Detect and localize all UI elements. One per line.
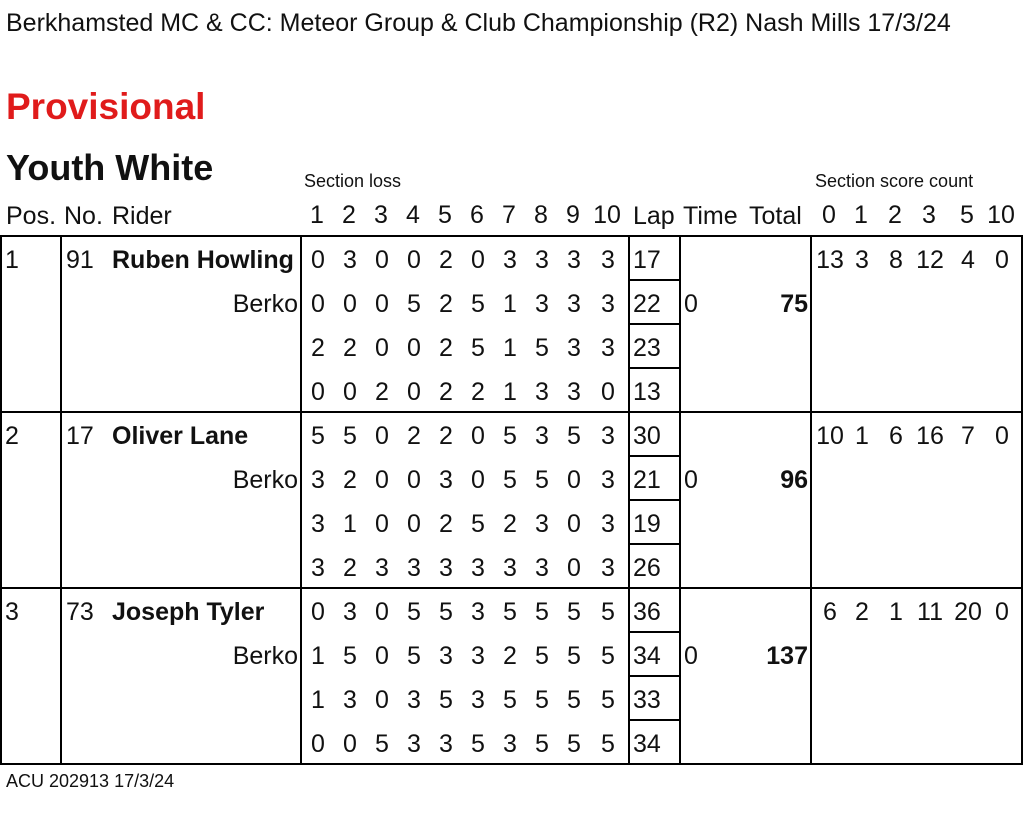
section-score: 2 <box>311 334 325 362</box>
section-score: 2 <box>439 246 453 274</box>
section-loss-heading: Section loss <box>304 171 402 191</box>
section-score: 0 <box>375 466 389 494</box>
section-score: 5 <box>407 642 421 670</box>
section-score: 2 <box>439 510 453 538</box>
section-number-header: 1 <box>310 201 324 229</box>
score-count: 6 <box>889 422 903 450</box>
lap-row-rule <box>628 543 681 545</box>
section-score: 0 <box>471 422 485 450</box>
section-score: 0 <box>375 686 389 714</box>
section-score: 2 <box>503 510 517 538</box>
section-score: 3 <box>535 378 549 406</box>
section-score: 2 <box>503 642 517 670</box>
section-score: 5 <box>535 642 549 670</box>
section-score: 5 <box>601 642 615 670</box>
section-score: 5 <box>535 466 549 494</box>
section-score: 2 <box>407 422 421 450</box>
section-score: 2 <box>343 554 357 582</box>
section-score: 3 <box>601 422 615 450</box>
section-score: 0 <box>471 246 485 274</box>
lap-total: 34 <box>633 730 661 758</box>
section-score: 2 <box>343 334 357 362</box>
section-score: 3 <box>343 686 357 714</box>
section-score: 3 <box>535 554 549 582</box>
score-count: 16 <box>916 422 944 450</box>
section-score: 2 <box>439 378 453 406</box>
section-score: 0 <box>311 246 325 274</box>
rider-position: 2 <box>5 422 19 450</box>
section-score: 3 <box>471 554 485 582</box>
lap-column-header: Lap <box>633 202 675 230</box>
section-score: 5 <box>503 422 517 450</box>
section-score: 0 <box>601 378 615 406</box>
section-score: 5 <box>535 730 549 758</box>
lap-total: 19 <box>633 510 661 538</box>
section-score: 0 <box>407 466 421 494</box>
score-count: 6 <box>823 598 837 626</box>
section-score: 3 <box>601 510 615 538</box>
section-score: 0 <box>407 334 421 362</box>
score-count: 1 <box>889 598 903 626</box>
score-count: 4 <box>961 246 975 274</box>
score-count-header: 1 <box>854 201 868 229</box>
section-score: 2 <box>439 334 453 362</box>
score-count: 12 <box>916 246 944 274</box>
section-score: 2 <box>439 422 453 450</box>
time-column-header: Time <box>683 202 738 230</box>
rider-name: Oliver Lane <box>112 422 249 450</box>
rider-number: 17 <box>66 422 94 450</box>
section-number-header: 8 <box>534 201 548 229</box>
section-score: 5 <box>601 730 615 758</box>
section-score: 3 <box>407 686 421 714</box>
section-score: 3 <box>601 246 615 274</box>
lap-row-rule <box>628 455 681 457</box>
table-rule <box>0 235 1023 237</box>
column-divider <box>1021 236 1023 764</box>
lap-row-rule <box>628 367 681 369</box>
rider-club: Berko <box>232 290 298 318</box>
lap-total: 21 <box>633 466 661 494</box>
section-score: 3 <box>601 290 615 318</box>
section-score: 1 <box>503 334 517 362</box>
section-score: 3 <box>601 554 615 582</box>
score-count: 7 <box>961 422 975 450</box>
rider-number: 73 <box>66 598 94 626</box>
section-score: 0 <box>343 378 357 406</box>
section-score: 0 <box>567 554 581 582</box>
section-score: 0 <box>311 378 325 406</box>
section-score: 0 <box>407 246 421 274</box>
column-divider <box>0 236 2 764</box>
section-score: 0 <box>343 730 357 758</box>
rider-time: 0 <box>684 290 698 318</box>
section-score: 3 <box>311 466 325 494</box>
section-score: 3 <box>471 642 485 670</box>
section-score: 3 <box>503 246 517 274</box>
section-number-header: 7 <box>502 201 516 229</box>
section-score: 5 <box>601 598 615 626</box>
section-number-header: 4 <box>406 201 420 229</box>
score-count-header: 0 <box>822 201 836 229</box>
section-score: 3 <box>439 466 453 494</box>
section-score: 3 <box>311 554 325 582</box>
score-count-header: 3 <box>922 201 936 229</box>
class-title: Youth White <box>6 147 214 188</box>
total-column-header: Total <box>749 202 802 230</box>
section-score: 5 <box>503 598 517 626</box>
section-score: 5 <box>567 642 581 670</box>
score-count: 0 <box>995 246 1009 274</box>
section-score: 0 <box>375 334 389 362</box>
section-score: 3 <box>535 246 549 274</box>
score-count: 11 <box>917 598 943 626</box>
section-score: 3 <box>567 334 581 362</box>
section-number-header: 10 <box>593 201 621 229</box>
lap-total: 36 <box>633 598 661 626</box>
lap-row-rule <box>628 631 681 633</box>
score-count: 0 <box>995 422 1009 450</box>
lap-total: 30 <box>633 422 661 450</box>
section-score: 3 <box>601 466 615 494</box>
section-score: 5 <box>407 290 421 318</box>
lap-total: 17 <box>633 246 661 274</box>
column-divider <box>300 236 302 764</box>
rider-total: 137 <box>766 642 808 670</box>
rider-time: 0 <box>684 466 698 494</box>
section-score: 3 <box>471 686 485 714</box>
section-score: 1 <box>343 510 357 538</box>
section-score: 5 <box>471 510 485 538</box>
lap-row-rule <box>628 675 681 677</box>
section-score: 0 <box>407 510 421 538</box>
section-score: 3 <box>343 246 357 274</box>
section-score: 3 <box>471 598 485 626</box>
section-score: 5 <box>567 686 581 714</box>
section-number-header: 3 <box>374 201 388 229</box>
section-number-header: 9 <box>566 201 580 229</box>
section-score: 5 <box>375 730 389 758</box>
rider-club: Berko <box>232 642 298 670</box>
table-rule <box>0 763 1023 765</box>
no-column-header: No. <box>64 202 103 230</box>
column-divider <box>60 236 62 764</box>
section-number-header: 2 <box>342 201 356 229</box>
section-score: 5 <box>567 730 581 758</box>
section-score: 3 <box>503 730 517 758</box>
rider-block <box>0 412 1024 588</box>
section-score: 0 <box>311 290 325 318</box>
column-divider <box>810 236 812 764</box>
rider-name: Ruben Howling <box>112 246 294 274</box>
section-score: 0 <box>343 290 357 318</box>
score-count: 0 <box>995 598 1009 626</box>
section-score-count-heading: Section score count <box>815 171 974 191</box>
rider-number: 91 <box>66 246 94 274</box>
rider-position: 3 <box>5 598 19 626</box>
lap-total: 33 <box>633 686 661 714</box>
section-score: 0 <box>567 510 581 538</box>
section-score: 5 <box>407 598 421 626</box>
section-score: 5 <box>535 334 549 362</box>
section-score: 0 <box>375 290 389 318</box>
section-score: 3 <box>439 730 453 758</box>
lap-total: 34 <box>633 642 661 670</box>
rider-name: Joseph Tyler <box>112 598 265 626</box>
section-number-header: 6 <box>470 201 484 229</box>
section-score: 3 <box>601 334 615 362</box>
lap-row-rule <box>628 719 681 721</box>
lap-row-rule <box>628 499 681 501</box>
section-score: 3 <box>503 554 517 582</box>
section-score: 3 <box>407 730 421 758</box>
section-score: 3 <box>567 378 581 406</box>
section-number-header: 5 <box>438 201 452 229</box>
score-count: 1 <box>855 422 869 450</box>
score-count-header: 2 <box>888 201 902 229</box>
rider-block <box>0 588 1024 764</box>
section-score: 0 <box>567 466 581 494</box>
section-score: 5 <box>471 290 485 318</box>
section-score: 0 <box>375 510 389 538</box>
section-score: 0 <box>311 598 325 626</box>
section-score: 0 <box>375 422 389 450</box>
section-score: 1 <box>503 378 517 406</box>
score-count: 2 <box>855 598 869 626</box>
section-score: 5 <box>535 598 549 626</box>
section-score: 3 <box>439 554 453 582</box>
score-count: 10 <box>816 422 844 450</box>
section-score: 3 <box>567 290 581 318</box>
section-score: 3 <box>439 642 453 670</box>
section-score: 5 <box>343 642 357 670</box>
lap-row-rule <box>628 279 681 281</box>
lap-total: 26 <box>633 554 661 582</box>
section-score: 3 <box>535 422 549 450</box>
pos-column-header: Pos. <box>6 202 57 230</box>
section-score: 0 <box>375 642 389 670</box>
score-count: 3 <box>855 246 869 274</box>
lap-total: 23 <box>633 334 661 362</box>
lap-total: 22 <box>633 290 661 318</box>
section-score: 0 <box>375 598 389 626</box>
rider-block <box>0 236 1024 412</box>
rider-total: 75 <box>780 290 808 318</box>
rider-column-header: Rider <box>112 202 172 230</box>
section-score: 5 <box>567 598 581 626</box>
section-score: 5 <box>503 466 517 494</box>
provisional-status: Provisional <box>6 86 206 127</box>
section-score: 2 <box>343 466 357 494</box>
section-score: 0 <box>407 378 421 406</box>
score-count: 8 <box>889 246 903 274</box>
section-score: 5 <box>503 686 517 714</box>
lap-total: 13 <box>633 378 661 406</box>
section-score: 2 <box>439 290 453 318</box>
section-score: 5 <box>471 730 485 758</box>
table-rule <box>0 587 1023 589</box>
section-score: 2 <box>375 378 389 406</box>
rider-total: 96 <box>780 466 808 494</box>
section-score: 1 <box>311 686 325 714</box>
section-score: 0 <box>375 246 389 274</box>
section-score: 3 <box>407 554 421 582</box>
section-score: 1 <box>311 642 325 670</box>
section-score: 5 <box>311 422 325 450</box>
rider-time: 0 <box>684 642 698 670</box>
section-score: 5 <box>439 598 453 626</box>
score-count: 20 <box>954 598 982 626</box>
section-score: 2 <box>471 378 485 406</box>
event-title: Berkhamsted MC & CC: Meteor Group & Club Championship (R2) Nash Mills 17/3/24 <box>6 9 951 37</box>
footer-permit: ACU 202913 17/3/24 <box>6 771 175 791</box>
rider-club: Berko <box>232 466 298 494</box>
score-count-header: 10 <box>987 201 1015 229</box>
section-score: 3 <box>311 510 325 538</box>
section-score: 3 <box>343 598 357 626</box>
section-score: 3 <box>535 290 549 318</box>
section-score: 3 <box>375 554 389 582</box>
score-count: 13 <box>816 246 844 274</box>
section-score: 5 <box>535 686 549 714</box>
section-score: 5 <box>343 422 357 450</box>
section-score: 3 <box>535 510 549 538</box>
section-score: 0 <box>311 730 325 758</box>
lap-row-rule <box>628 323 681 325</box>
section-score: 3 <box>567 246 581 274</box>
section-score: 5 <box>567 422 581 450</box>
section-score: 5 <box>601 686 615 714</box>
section-score: 5 <box>439 686 453 714</box>
section-score: 1 <box>503 290 517 318</box>
section-score: 0 <box>471 466 485 494</box>
section-score: 5 <box>471 334 485 362</box>
rider-position: 1 <box>5 246 19 274</box>
table-rule <box>0 411 1023 413</box>
score-count-header: 5 <box>960 201 974 229</box>
